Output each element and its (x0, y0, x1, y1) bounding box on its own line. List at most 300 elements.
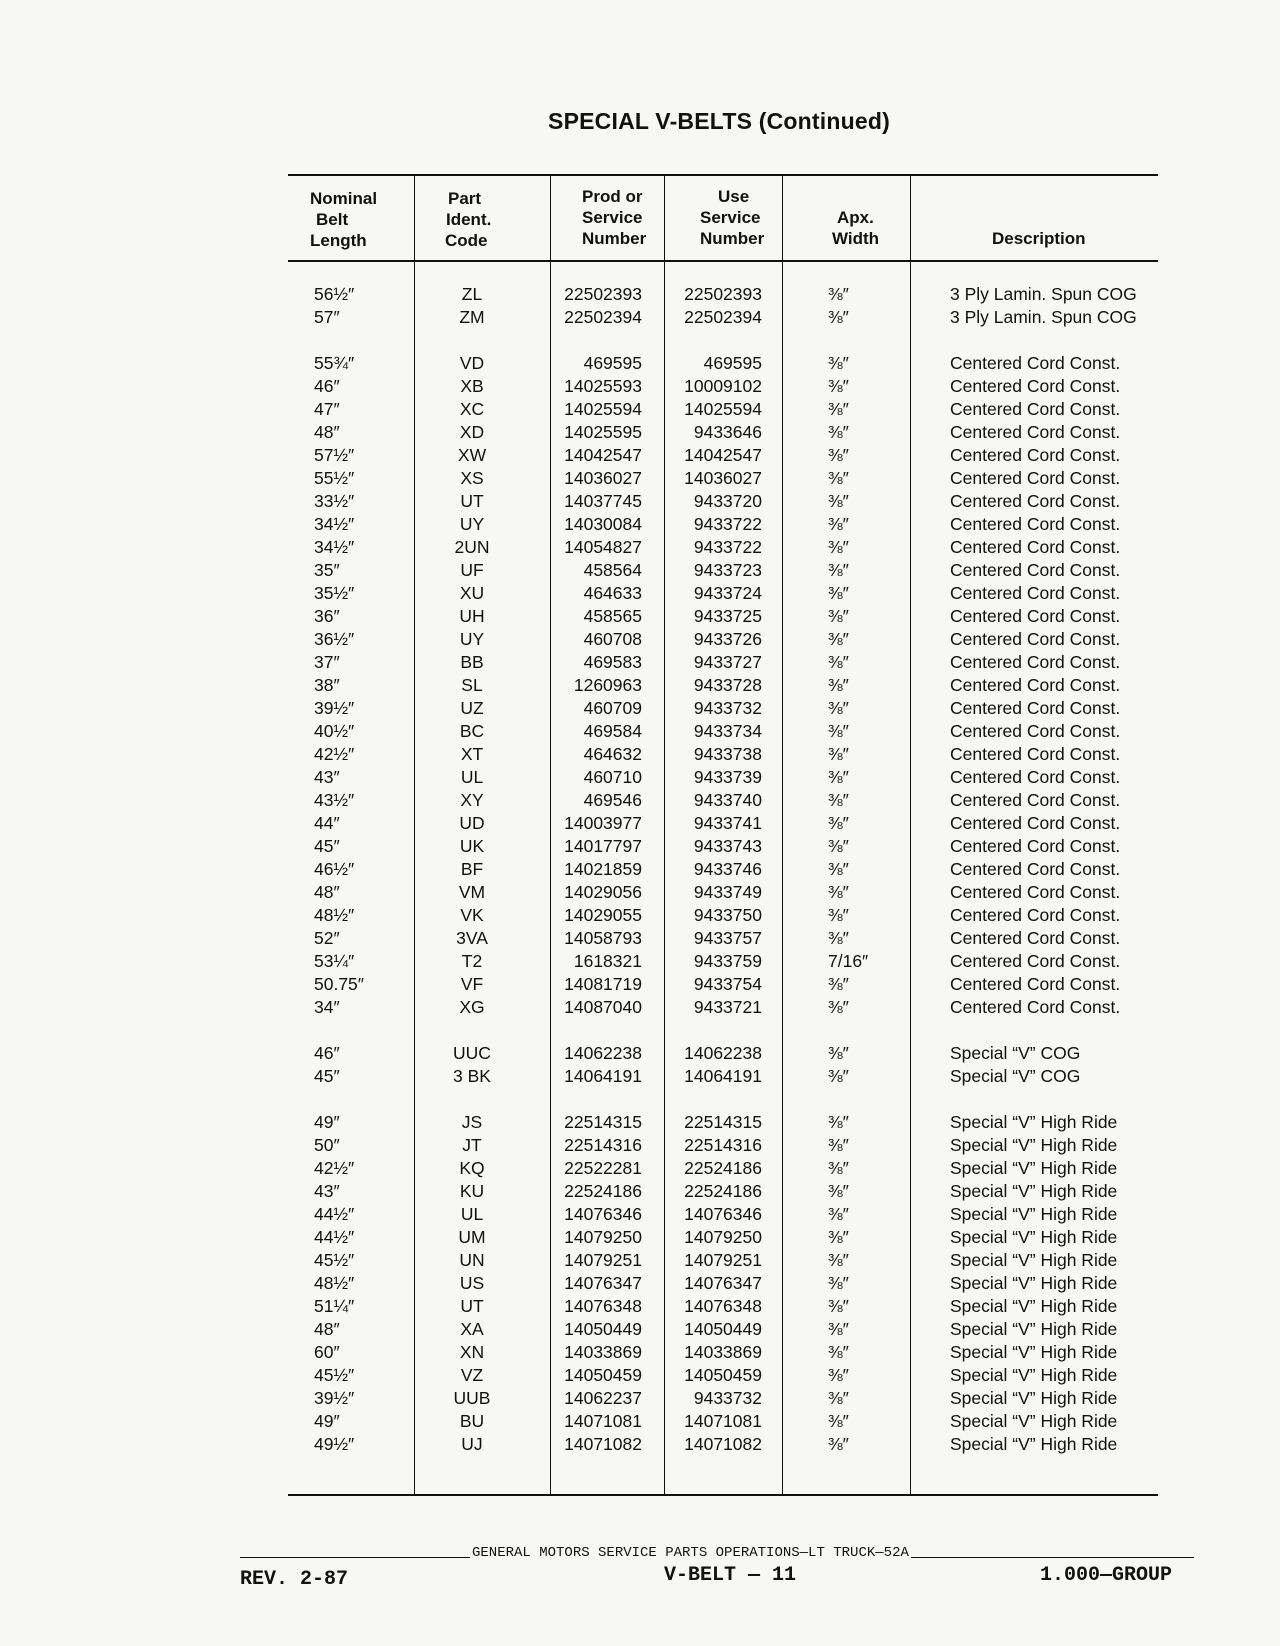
part-ident-code-cell: UN (459, 1250, 485, 1270)
prod-service-number-cell: 469595 (583, 353, 642, 373)
use-service-number-cell: 14071082 (684, 1434, 762, 1454)
belt-length-cell: 55½″ (314, 468, 355, 488)
approx-width-cell: ⅜″ (828, 974, 849, 994)
prod-service-number-cell: 14003977 (564, 813, 642, 833)
approx-width-cell: ⅜″ (828, 1181, 849, 1201)
part-ident-code-cell: XB (460, 376, 484, 396)
table-row (288, 974, 1158, 997)
belt-length-cell: 40½″ (314, 721, 355, 741)
description-cell: Centered Cord Const. (950, 514, 1121, 534)
description-cell: Centered Cord Const. (950, 675, 1121, 695)
part-ident-code-cell: XD (459, 422, 485, 442)
use-service-number-cell: 9433759 (693, 951, 762, 971)
prod-service-number-cell: 469583 (583, 652, 642, 672)
description-cell: Centered Cord Const. (950, 629, 1121, 649)
approx-width-cell: ⅜″ (828, 491, 849, 511)
description-cell: Special “V” High Ride (950, 1227, 1118, 1247)
part-ident-code-cell: BF (460, 859, 484, 879)
use-service-number-cell: 22502394 (684, 307, 762, 327)
use-service-number-cell: 14071081 (684, 1411, 762, 1431)
use-service-number-cell: 9433746 (693, 859, 762, 879)
description-cell: Centered Cord Const. (950, 491, 1121, 511)
approx-width-cell: ⅜″ (828, 1273, 849, 1293)
prod-service-number-cell: 464632 (583, 744, 642, 764)
prod-service-number-cell: 14087040 (564, 997, 642, 1017)
use-service-number-cell: 14042547 (684, 445, 762, 465)
part-ident-code-cell: ZL (461, 284, 483, 304)
approx-width-cell: ⅜″ (828, 997, 849, 1017)
prod-service-number-cell: 22514315 (564, 1112, 642, 1132)
part-ident-code-cell: UL (460, 767, 484, 787)
approx-width-cell: ⅜″ (828, 353, 849, 373)
prod-service-number-cell: 469584 (583, 721, 642, 741)
approx-width-cell: ⅜″ (828, 744, 849, 764)
belt-length-cell: 53¼″ (314, 951, 355, 971)
part-ident-code-cell: 3 BK (453, 1066, 491, 1086)
part-ident-code-cell: JS (461, 1112, 483, 1132)
approx-width-cell: ⅜″ (828, 790, 849, 810)
use-service-number-cell: 9433722 (693, 537, 762, 557)
approx-width-cell: ⅜″ (828, 399, 849, 419)
use-service-number-cell: 9433754 (693, 974, 762, 994)
belt-length-cell: 43″ (314, 1181, 340, 1201)
description-cell: Special “V” High Ride (950, 1273, 1118, 1293)
belt-length-cell: 55¾″ (314, 353, 355, 373)
prod-service-number-cell: 14050459 (564, 1365, 642, 1385)
approx-width-cell: ⅜″ (828, 721, 849, 741)
approx-width-cell: ⅜″ (828, 1135, 849, 1155)
belt-length-cell: 56½″ (314, 284, 355, 304)
part-ident-code-cell: UL (460, 1204, 484, 1224)
belt-length-cell: 33½″ (314, 491, 355, 511)
table-row (288, 606, 1158, 629)
use-service-number-cell: 14062238 (684, 1043, 762, 1063)
approx-width-cell: ⅜″ (828, 1066, 849, 1086)
belt-length-cell: 50″ (314, 1135, 340, 1155)
prod-service-number-cell: 1618321 (573, 951, 642, 971)
approx-width-cell: ⅜″ (828, 376, 849, 396)
description-cell: Centered Cord Const. (950, 721, 1121, 741)
description-cell: Special “V” High Ride (950, 1181, 1118, 1201)
approx-width-cell: ⅜″ (828, 1204, 849, 1224)
prod-service-number-cell: 14058793 (564, 928, 642, 948)
belt-length-cell: 48″ (314, 1319, 340, 1339)
part-ident-code-cell: UD (459, 813, 485, 833)
use-service-number-cell: 9433741 (693, 813, 762, 833)
approx-width-cell: ⅜″ (828, 468, 849, 488)
belt-length-cell: 38″ (314, 675, 340, 695)
table-row (288, 675, 1158, 698)
use-service-number-cell: 9433738 (693, 744, 762, 764)
prod-service-number-cell: 14021859 (564, 859, 642, 879)
part-ident-code-cell: VM (458, 882, 486, 902)
belt-length-cell: 35″ (314, 560, 340, 580)
description-cell: Centered Cord Const. (950, 399, 1121, 419)
belt-length-cell: 49½″ (314, 1434, 355, 1454)
prod-service-number-cell: 14076348 (564, 1296, 642, 1316)
table-row (288, 537, 1158, 560)
table-row (288, 1388, 1158, 1411)
table-row (288, 859, 1158, 882)
use-service-number-cell: 9433743 (693, 836, 762, 856)
approx-width-cell: ⅜″ (828, 882, 849, 902)
use-service-number-cell: 9433727 (693, 652, 762, 672)
approx-width-cell: ⅜″ (828, 1365, 849, 1385)
description-cell: Centered Cord Const. (950, 606, 1121, 626)
belt-length-cell: 44½″ (314, 1227, 355, 1247)
use-service-number-cell: 9433721 (693, 997, 762, 1017)
prod-service-number-cell: 14017797 (564, 836, 642, 856)
belt-length-cell: 52″ (314, 928, 340, 948)
description-cell: Special “V” High Ride (950, 1388, 1118, 1408)
use-service-number-cell: 469595 (703, 353, 762, 373)
prod-service-number-cell: 22514316 (564, 1135, 642, 1155)
table-row (288, 1296, 1158, 1319)
prod-service-number-cell: 14076346 (564, 1204, 642, 1224)
part-ident-code-cell: VD (459, 353, 485, 373)
part-ident-code-cell: XG (459, 997, 485, 1017)
part-ident-code-cell: KU (459, 1181, 485, 1201)
belt-length-cell: 49″ (314, 1112, 340, 1132)
table-row (288, 1411, 1158, 1434)
part-ident-code-cell: UJ (461, 1434, 483, 1454)
footer-publisher: GENERAL MOTORS SERVICE PARTS OPERATIONS—LT TRUCK—52A (472, 1545, 909, 1561)
approx-width-cell: ⅜″ (828, 1112, 849, 1132)
belt-length-cell: 60″ (314, 1342, 340, 1362)
use-service-number-cell: 9433732 (693, 1388, 762, 1408)
belt-length-cell: 34½″ (314, 514, 355, 534)
description-cell: 3 Ply Lamin. Spun COG (950, 307, 1137, 327)
approx-width-cell: ⅜″ (828, 583, 849, 603)
table-body (288, 284, 1158, 1457)
prod-service-number-cell: 458565 (583, 606, 642, 626)
belt-length-cell: 34″ (314, 997, 340, 1017)
description-cell: Centered Cord Const. (950, 445, 1121, 465)
footer-revision: REV. 2-87 (240, 1568, 349, 1591)
part-ident-code-cell: XN (459, 1342, 485, 1362)
approx-width-cell: ⅜″ (828, 1434, 849, 1454)
part-ident-code-cell: JT (462, 1135, 482, 1155)
prod-service-number-cell: 22522281 (564, 1158, 642, 1178)
belt-length-cell: 47″ (314, 399, 340, 419)
footer-group: 1.000—GROUP (1040, 1564, 1173, 1587)
prod-service-number-cell: 460708 (583, 629, 642, 649)
approx-width-cell: ⅜″ (828, 1342, 849, 1362)
table-row (288, 744, 1158, 767)
use-service-number-cell: 9433732 (693, 698, 762, 718)
prod-service-number-cell: 14064191 (564, 1066, 642, 1086)
belt-length-cell: 37″ (314, 652, 340, 672)
table-row (288, 445, 1158, 468)
description-cell: Centered Cord Const. (950, 560, 1121, 580)
prod-service-number-cell: 14025595 (564, 422, 642, 442)
description-cell: Special “V” COG (950, 1066, 1081, 1086)
part-ident-code-cell: BC (459, 721, 485, 741)
approx-width-cell: ⅜″ (828, 445, 849, 465)
description-cell: Special “V” High Ride (950, 1342, 1118, 1362)
use-service-number-cell: 9433720 (693, 491, 762, 511)
prod-service-number-cell: 22524186 (564, 1181, 642, 1201)
prod-service-number-cell: 14079250 (564, 1227, 642, 1247)
description-cell: Special “V” High Ride (950, 1112, 1118, 1132)
table-row (288, 399, 1158, 422)
approx-width-cell: ⅜″ (828, 629, 849, 649)
description-cell: Centered Cord Const. (950, 836, 1121, 856)
description-cell: Centered Cord Const. (950, 767, 1121, 787)
use-service-number-cell: 9433740 (693, 790, 762, 810)
prod-service-number-cell: 464633 (583, 583, 642, 603)
table-row (288, 1158, 1158, 1181)
approx-width-cell: ⅜″ (828, 652, 849, 672)
belt-length-cell: 42½″ (314, 1158, 355, 1178)
table-row (288, 376, 1158, 399)
belt-length-cell: 39½″ (314, 1388, 355, 1408)
description-cell: Centered Cord Const. (950, 928, 1121, 948)
belt-length-cell: 45½″ (314, 1365, 355, 1385)
table-row (288, 790, 1158, 813)
belt-length-cell: 48½″ (314, 1273, 355, 1293)
use-service-number-cell: 9433646 (693, 422, 762, 442)
part-ident-code-cell: UT (460, 491, 484, 511)
part-ident-code-cell: XY (460, 790, 484, 810)
description-cell: Centered Cord Const. (950, 353, 1121, 373)
part-ident-code-cell: 3VA (456, 928, 488, 948)
description-cell: Special “V” High Ride (950, 1204, 1118, 1224)
use-service-number-cell: 14076346 (684, 1204, 762, 1224)
description-cell: Centered Cord Const. (950, 882, 1121, 902)
use-service-number-cell: 14036027 (684, 468, 762, 488)
belt-length-cell: 48″ (314, 882, 340, 902)
description-cell: Centered Cord Const. (950, 422, 1121, 442)
approx-width-cell: ⅜″ (828, 1411, 849, 1431)
part-ident-code-cell: UY (459, 514, 485, 534)
use-service-number-cell: 9433725 (693, 606, 762, 626)
use-service-number-cell: 9433724 (693, 583, 762, 603)
table-row (288, 1434, 1158, 1457)
prod-service-number-cell: 14054827 (564, 537, 642, 557)
footer-page-number: V-BELT — 11 (664, 1564, 797, 1587)
part-ident-code-cell: UUC (453, 1043, 491, 1063)
belt-length-cell: 46″ (314, 1043, 340, 1063)
part-ident-code-cell: UT (460, 1296, 484, 1316)
use-service-number-cell: 14064191 (684, 1066, 762, 1086)
table-row (288, 1112, 1158, 1135)
header-description: Description (992, 229, 1086, 248)
table-row (288, 928, 1158, 951)
use-service-number-cell: 22514315 (684, 1112, 762, 1132)
header-nominal-belt-length: Nominal Belt Length (310, 189, 378, 250)
use-service-number-cell: 10009102 (684, 376, 762, 396)
table-row (288, 1342, 1158, 1365)
description-cell: Centered Cord Const. (950, 376, 1121, 396)
approx-width-cell: ⅜″ (828, 422, 849, 442)
table-row (288, 353, 1158, 376)
use-service-number-cell: 14025594 (684, 399, 762, 419)
use-service-number-cell: 22502393 (684, 284, 762, 304)
approx-width-cell: ⅜″ (828, 284, 849, 304)
belt-length-cell: 46½″ (314, 859, 355, 879)
description-cell: Special “V” High Ride (950, 1411, 1118, 1431)
group-spacer (288, 1020, 1158, 1043)
description-cell: Special “V” High Ride (950, 1434, 1118, 1454)
description-cell: 3 Ply Lamin. Spun COG (950, 284, 1137, 304)
part-ident-code-cell: US (459, 1273, 485, 1293)
use-service-number-cell: 9433722 (693, 514, 762, 534)
table-row (288, 560, 1158, 583)
approx-width-cell: ⅜″ (828, 560, 849, 580)
table-row (288, 468, 1158, 491)
belt-length-cell: 35½″ (314, 583, 355, 603)
description-cell: Centered Cord Const. (950, 951, 1121, 971)
prod-service-number-cell: 14076347 (564, 1273, 642, 1293)
use-service-number-cell: 9433723 (693, 560, 762, 580)
header-use-service-number: Use Service Number (700, 187, 765, 248)
description-cell: Centered Cord Const. (950, 652, 1121, 672)
belt-length-cell: 43½″ (314, 790, 355, 810)
part-ident-code-cell: XC (459, 399, 485, 419)
table-row (288, 629, 1158, 652)
use-service-number-cell: 14076348 (684, 1296, 762, 1316)
belt-length-cell: 44″ (314, 813, 340, 833)
description-cell: Centered Cord Const. (950, 997, 1121, 1017)
description-cell: Centered Cord Const. (950, 859, 1121, 879)
approx-width-cell: ⅜″ (828, 928, 849, 948)
part-ident-code-cell: KQ (459, 1158, 485, 1178)
belt-length-cell: 45½″ (314, 1250, 355, 1270)
prod-service-number-cell: 14079251 (564, 1250, 642, 1270)
belt-length-cell: 34½″ (314, 537, 355, 557)
header-rule (288, 260, 1158, 262)
part-ident-code-cell: BU (459, 1411, 485, 1431)
header-apx-width: Apx. Width (832, 208, 880, 248)
header-part-ident-code: Part Ident. Code (445, 189, 492, 250)
table-row (288, 1365, 1158, 1388)
use-service-number-cell: 9433734 (693, 721, 762, 741)
belt-length-cell: 57″ (314, 307, 340, 327)
part-ident-code-cell: XA (460, 1319, 484, 1339)
belt-length-cell: 50.75″ (314, 974, 364, 994)
prod-service-number-cell: 14081719 (564, 974, 642, 994)
approx-width-cell: ⅜″ (828, 1043, 849, 1063)
page-title: SPECIAL V-BELTS (Continued) (548, 108, 890, 134)
use-service-number-cell: 9433757 (693, 928, 762, 948)
approx-width-cell: ⅜″ (828, 1158, 849, 1178)
prod-service-number-cell: 14030084 (564, 514, 642, 534)
use-service-number-cell: 9433749 (693, 882, 762, 902)
description-cell: Special “V” COG (950, 1043, 1081, 1063)
belt-length-cell: 51¼″ (314, 1296, 355, 1316)
table-row (288, 514, 1158, 537)
table-row (288, 1043, 1158, 1066)
description-cell: Centered Cord Const. (950, 698, 1121, 718)
prod-service-number-cell: 14029056 (564, 882, 642, 902)
approx-width-cell: ⅜″ (828, 813, 849, 833)
description-cell: Centered Cord Const. (950, 537, 1121, 557)
approx-width-cell: ⅜″ (828, 1227, 849, 1247)
use-service-number-cell: 22514316 (684, 1135, 762, 1155)
description-cell: Centered Cord Const. (950, 905, 1121, 925)
table-row (288, 583, 1158, 606)
approx-width-cell: ⅜″ (828, 606, 849, 626)
table-row (288, 1319, 1158, 1342)
group-spacer (288, 1089, 1158, 1112)
table-row (288, 1181, 1158, 1204)
belt-length-cell: 42½″ (314, 744, 355, 764)
belt-length-cell: 43″ (314, 767, 340, 787)
approx-width-cell: ⅜″ (828, 1388, 849, 1408)
part-ident-code-cell: XT (460, 744, 484, 764)
use-service-number-cell: 9433726 (693, 629, 762, 649)
parts-table (288, 174, 1158, 1496)
description-cell: Centered Cord Const. (950, 974, 1121, 994)
part-ident-code-cell: XW (457, 445, 487, 465)
use-service-number-cell: 14033869 (684, 1342, 762, 1362)
approx-width-cell: ⅜″ (828, 675, 849, 695)
prod-service-number-cell: 14071082 (564, 1434, 642, 1454)
prod-service-number-cell: 14050449 (564, 1319, 642, 1339)
part-ident-code-cell: UF (460, 560, 484, 580)
table-row (288, 652, 1158, 675)
belt-length-cell: 57½″ (314, 445, 355, 465)
table-row (288, 491, 1158, 514)
prod-service-number-cell: 458564 (583, 560, 642, 580)
table-row (288, 307, 1158, 330)
belt-length-cell: 36½″ (314, 629, 355, 649)
part-ident-code-cell: UY (459, 629, 485, 649)
part-ident-code-cell: UZ (460, 698, 484, 718)
prod-service-number-cell: 14033869 (564, 1342, 642, 1362)
prod-service-number-cell: 1260963 (573, 675, 642, 695)
prod-service-number-cell: 14025593 (564, 376, 642, 396)
table-row (288, 721, 1158, 744)
use-service-number-cell: 14076347 (684, 1273, 762, 1293)
prod-service-number-cell: 22502393 (564, 284, 642, 304)
description-cell: Centered Cord Const. (950, 744, 1121, 764)
use-service-number-cell: 9433728 (693, 675, 762, 695)
belt-length-cell: 39½″ (314, 698, 355, 718)
use-service-number-cell: 22524186 (684, 1158, 762, 1178)
use-service-number-cell: 14050449 (684, 1319, 762, 1339)
approx-width-cell: ⅜″ (828, 514, 849, 534)
table-row (288, 1227, 1158, 1250)
prod-service-number-cell: 14029055 (564, 905, 642, 925)
use-service-number-cell: 22524186 (684, 1181, 762, 1201)
belt-length-cell: 46″ (314, 376, 340, 396)
prod-service-number-cell: 14025594 (564, 399, 642, 419)
description-cell: Special “V” High Ride (950, 1319, 1118, 1339)
approx-width-cell: ⅜″ (828, 836, 849, 856)
description-cell: Special “V” High Ride (950, 1296, 1118, 1316)
belt-length-cell: 48½″ (314, 905, 355, 925)
prod-service-number-cell: 14037745 (564, 491, 642, 511)
use-service-number-cell: 14079250 (684, 1227, 762, 1247)
part-ident-code-cell: T2 (461, 951, 483, 971)
description-cell: Centered Cord Const. (950, 468, 1121, 488)
description-cell: Centered Cord Const. (950, 813, 1121, 833)
approx-width-cell: ⅜″ (828, 859, 849, 879)
table-row (288, 767, 1158, 790)
header-prod-service-number: Prod or Service Number (582, 187, 647, 248)
description-cell: Special “V” High Ride (950, 1158, 1118, 1178)
approx-width-cell: ⅜″ (828, 307, 849, 327)
part-ident-code-cell: XS (460, 468, 484, 488)
part-ident-code-cell: ZM (459, 307, 485, 327)
approx-width-cell: ⅜″ (828, 1296, 849, 1316)
table-row (288, 422, 1158, 445)
prod-service-number-cell: 14062237 (564, 1388, 642, 1408)
table-row (288, 905, 1158, 928)
prod-service-number-cell: 14042547 (564, 445, 642, 465)
